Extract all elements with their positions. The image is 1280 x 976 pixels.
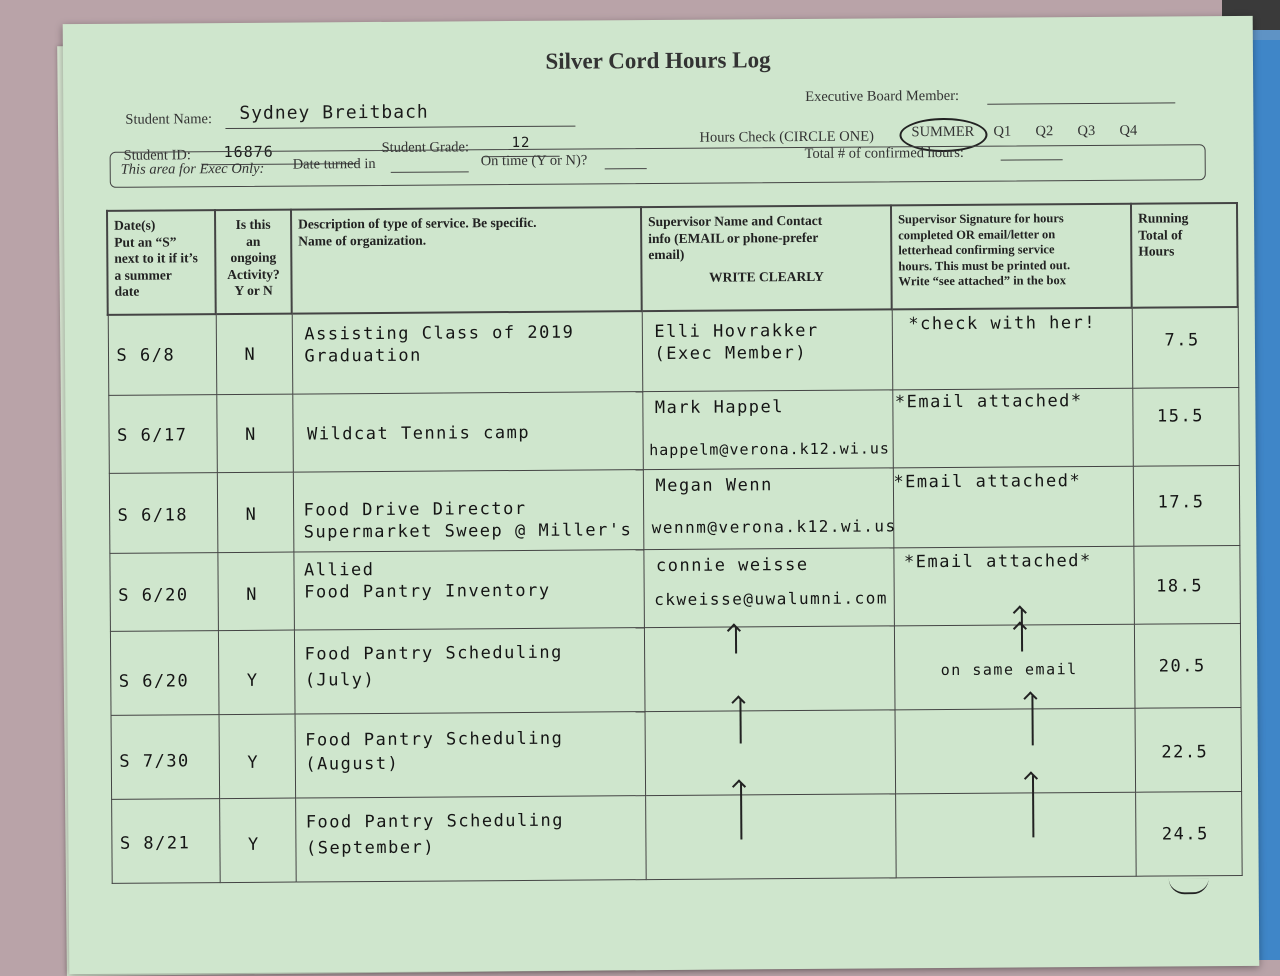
student-name-label: Student Name: xyxy=(125,111,213,128)
header-description: Description of type of service. Be specific. Name of organization. xyxy=(291,207,642,313)
description-cell[interactable]: Food Pantry Scheduling (July) xyxy=(294,627,645,713)
supervisor-cell[interactable]: Mark Happel happelm@verona.k12.wi.us xyxy=(642,389,893,469)
date-cell[interactable]: S 6/20 xyxy=(110,630,219,715)
up-arrow-icon xyxy=(739,699,741,743)
student-id-label: Student ID: xyxy=(123,147,191,164)
exec-only-label: This area for Exec Only: xyxy=(120,160,265,178)
ongoing-cell[interactable]: N xyxy=(217,472,294,553)
date-cell[interactable]: S 7/30 xyxy=(111,714,220,799)
total-confirmed-line[interactable] xyxy=(1001,159,1063,160)
up-arrow-icon xyxy=(1031,775,1033,837)
form-title: Silver Cord Hours Log xyxy=(545,47,771,74)
running-total-cell[interactable]: 22.5 xyxy=(1134,707,1241,792)
hours-table xyxy=(106,202,1243,883)
date-cell[interactable]: S 6/17 xyxy=(108,394,217,473)
ongoing-cell[interactable]: Y xyxy=(219,798,296,883)
signature-cell[interactable]: *Email attached* xyxy=(893,546,1134,626)
option-q2[interactable]: Q2 xyxy=(1035,123,1054,140)
student-grade-label: Student Grade: xyxy=(381,139,470,156)
table-row xyxy=(111,791,1242,883)
option-q1[interactable]: Q1 xyxy=(993,123,1012,140)
table-row xyxy=(108,387,1239,473)
table-row xyxy=(111,707,1242,799)
supervisor-cell[interactable] xyxy=(645,793,896,879)
supervisor-cell[interactable]: Elli Hovrakker (Exec Member) xyxy=(642,309,893,391)
description-cell[interactable]: Food Pantry Scheduling (August) xyxy=(295,711,646,797)
signature-cell[interactable]: *check with her! xyxy=(892,308,1133,390)
signature-cell[interactable]: *Email attached* xyxy=(892,388,1133,468)
supervisor-cell[interactable] xyxy=(644,625,895,711)
table-row xyxy=(108,307,1239,395)
on-time-line[interactable] xyxy=(605,168,647,169)
option-q4[interactable]: Q4 xyxy=(1119,122,1138,139)
signature-cell[interactable] xyxy=(895,792,1136,878)
supervisor-cell[interactable]: Megan Wenn wennm@verona.k12.wi.us xyxy=(643,467,894,549)
description-cell[interactable]: Allied Food Pantry Inventory xyxy=(293,549,644,629)
date-cell[interactable]: S 6/18 xyxy=(109,472,218,553)
signature-cell[interactable]: on same email xyxy=(894,624,1135,710)
description-cell[interactable]: Food Pantry Scheduling (September) xyxy=(295,795,646,881)
table-row xyxy=(109,465,1240,553)
date-cell[interactable]: S 6/8 xyxy=(108,314,217,395)
exec-board-line[interactable] xyxy=(987,102,1175,104)
date-cell[interactable]: S 8/21 xyxy=(111,798,220,883)
up-arrow-icon xyxy=(1020,625,1022,651)
student-grade-value[interactable]: 12 xyxy=(511,134,531,152)
date-cell[interactable]: S 6/20 xyxy=(109,552,218,631)
student-name-value[interactable]: Sydney Breitbach xyxy=(239,101,429,124)
header-running-total: Running Total of Hours xyxy=(1131,203,1238,308)
exec-board-label: Executive Board Member: xyxy=(805,87,960,105)
hours-check-label: Hours Check (CIRCLE ONE) xyxy=(699,128,874,146)
student-id-value[interactable]: 16876 xyxy=(223,142,274,162)
running-total-cell[interactable]: 15.5 xyxy=(1132,387,1239,466)
exec-only-box xyxy=(110,144,1206,188)
on-time-label: On time (Y or N)? xyxy=(480,152,588,170)
up-arrow-icon xyxy=(1031,695,1033,745)
signature-cell[interactable] xyxy=(895,708,1136,794)
ongoing-cell[interactable]: Y xyxy=(219,714,296,799)
signature-cell[interactable]: *Email attached* xyxy=(893,466,1134,548)
hours-log-form xyxy=(63,16,1260,974)
turn-page-arrow-icon xyxy=(1169,878,1209,894)
up-arrow-icon xyxy=(740,783,742,839)
ongoing-cell[interactable]: N xyxy=(216,394,293,473)
description-cell[interactable]: Food Drive Director Supermarket Sweep @ Miller's xyxy=(293,469,644,551)
ongoing-cell[interactable]: N xyxy=(217,552,294,631)
option-summer[interactable]: SUMMER xyxy=(911,123,975,141)
running-total-cell[interactable]: 24.5 xyxy=(1135,791,1242,876)
table-row xyxy=(110,623,1241,715)
running-total-cell[interactable]: 7.5 xyxy=(1132,307,1239,388)
running-total-cell[interactable]: 17.5 xyxy=(1133,465,1240,546)
running-total-cell[interactable]: 18.5 xyxy=(1133,545,1240,624)
description-cell[interactable]: Wildcat Tennis camp xyxy=(292,391,643,471)
supervisor-cell[interactable]: connie weisse ckweisse@uwalumni.com xyxy=(643,547,894,627)
ongoing-cell[interactable]: N xyxy=(216,314,293,395)
supervisor-cell[interactable] xyxy=(645,709,896,795)
date-turned-in-label: Date turned in xyxy=(292,155,376,173)
option-q3[interactable]: Q3 xyxy=(1077,122,1096,140)
total-confirmed-label: Total # of confirmed hours: xyxy=(804,144,964,162)
header-supervisor: Supervisor Name and Contact info (EMAIL or phone-prefer email) WRITE CLEARLY xyxy=(641,205,892,311)
date-turned-in-line[interactable] xyxy=(391,171,469,173)
description-cell[interactable]: Assisting Class of 2019 Graduation xyxy=(292,311,643,393)
table-row xyxy=(109,545,1240,631)
header-ongoing: Is this an ongoing Activity? Y or N xyxy=(215,210,292,315)
student-name-line xyxy=(225,126,575,129)
header-signature: Supervisor Signature for hours completed OR email/letter on letterhead confirming service hours. This must be printed out. Write “see attached” in the box xyxy=(891,204,1132,310)
header-date: Date(s) Put an “S” next to it if it’s a summer date xyxy=(107,210,216,315)
running-total-cell[interactable]: 20.5 xyxy=(1134,623,1241,708)
up-arrow-icon xyxy=(734,627,736,653)
ongoing-cell[interactable]: Y xyxy=(218,630,295,715)
